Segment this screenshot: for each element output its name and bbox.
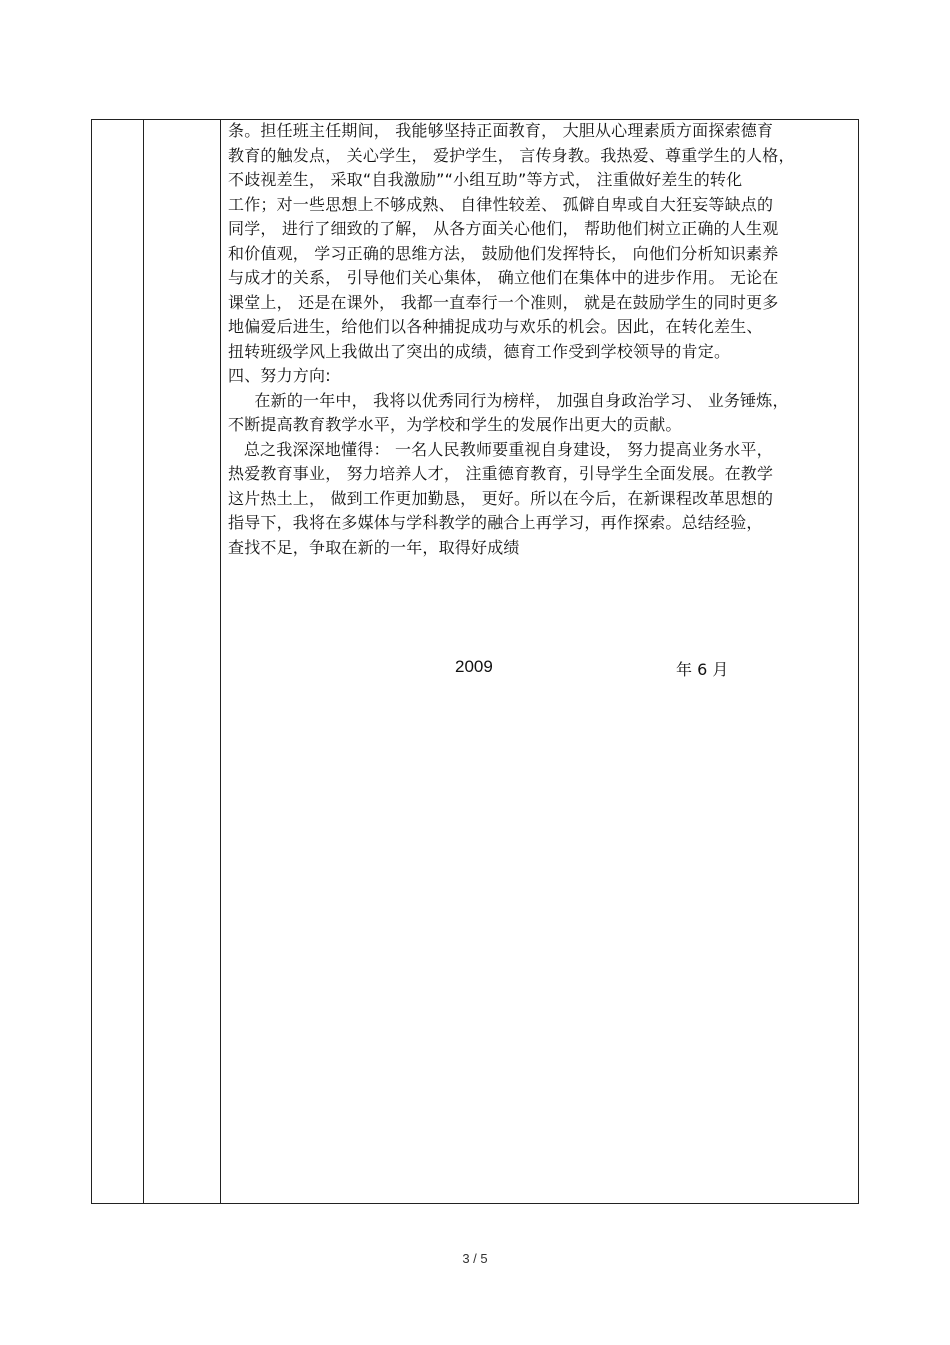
table-column-divider-2 <box>220 120 221 1203</box>
date-year: 2009 <box>455 657 493 676</box>
body-line: 扭转班级学风上我做出了突出的成绩，德育工作受到学校领导的肯定。 <box>228 341 731 361</box>
date-month: 年 6 月 <box>676 660 729 679</box>
body-line: 不歧视差生， 采取“自我激励”“小组互助”等方式， 注重做好差生的转化 <box>228 170 743 189</box>
section-heading: 四、努力方向: <box>228 366 331 385</box>
body-line: 工作；对一些思想上不够成熟、 自律性较差、 孤僻自卑或自大狂妄等缺点的 <box>228 194 774 214</box>
body-line: 总之我深深地懂得： 一名人民教师要重视自身建设， 努力提高业务水平， <box>228 439 773 459</box>
body-line: 同学， 进行了细致的了解， 从各方面关心他们， 帮助他们树立正确的人生观 <box>228 219 779 238</box>
body-line: 这片热土上， 做到工作更加勤恳， 更好。所以在今后，在新课程改革思想的 <box>228 488 774 508</box>
body-line: 查找不足，争取在新的一年，取得好成绩 <box>228 537 520 557</box>
body-line: 在新的一年中， 我将以优秀同行为榜样， 加强自身政治学习、 业务锤炼， <box>228 390 789 410</box>
table-column-divider-1 <box>143 120 144 1203</box>
page-number: 3 / 5 <box>462 1251 488 1266</box>
body-line: 指导下，我将在多媒体与学科教学的融合上再学习，再作探索。总结经验， <box>228 513 763 532</box>
body-line: 不断提高教育教学水平，为学校和学生的发展作出更大的贡献。 <box>228 415 682 434</box>
body-line: 与成才的关系， 引导他们关心集体， 确立他们在集体中的进步作用。 无论在 <box>228 268 779 287</box>
body-line: 教育的触发点， 关心学生， 爱护学生， 言传身教。我热爱、尊重学生的人格， <box>228 145 795 165</box>
body-line: 地偏爱后进生，给他们以各种捕捉成功与欢乐的机会。因此，在转化差生、 <box>228 317 763 336</box>
body-line: 热爱教育事业， 努力培养人才， 注重德育教育，引导学生全面发展。在教学 <box>228 464 774 483</box>
body-line: 课堂上， 还是在课外， 我都一直奉行一个准则， 就是在鼓励学生的同时更多 <box>228 292 779 312</box>
body-line: 和价值观， 学习正确的思维方法， 鼓励他们发挥特长， 向他们分析知识素养 <box>228 243 779 263</box>
body-line: 条。担任班主任期间， 我能够坚持正面教育， 大胆从心理素质方面探索德育 <box>228 121 774 140</box>
summary-text-cell <box>228 119 853 560</box>
